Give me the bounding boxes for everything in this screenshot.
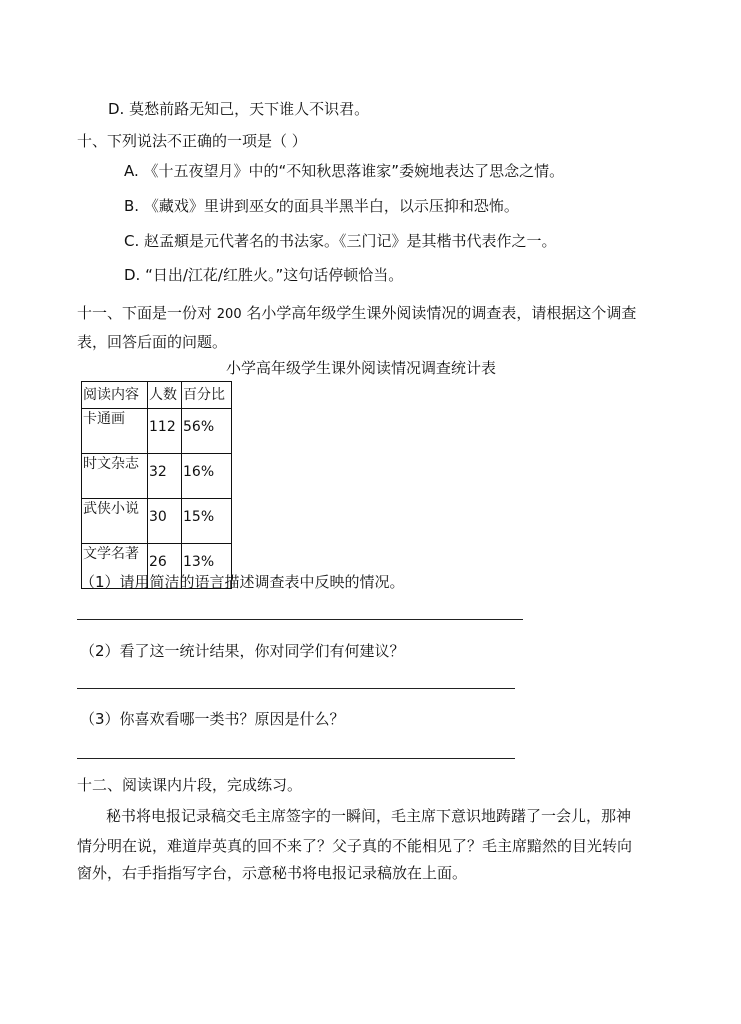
answer-line-3[interactable] [77,758,515,759]
q10-option-b: B. 《藏戏》里讲到巫女的面具半黑半白，以示压抑和恐怖。 [124,197,519,215]
q12-passage-line-1: 秘书将电报记录稿交毛主席签字的一瞬间，毛主席下意识地踌躇了一会儿，那神 [106,807,632,825]
q11-sub-question-3: （3）你喜欢看哪一类书？原因是什么？ [80,710,345,728]
cell-percent: 56% [182,409,232,454]
cell-percent: 16% [182,454,232,499]
q12-passage-line-3: 窗外，右手指指写字台，示意秘书将电报记录稿放在上面。 [77,864,468,882]
q10-option-a: A. 《十五夜望月》中的“不知秋思落谁家”委婉地表达了思念之情。 [124,162,565,180]
header-percent: 百分比 [182,382,232,409]
q10-stem: 十、下列说法不正确的一项是（ ） [77,132,307,150]
cell-content: 武侠小说 [82,499,148,544]
q11-sub-question-2: （2）看了这一统计结果，你对同学们有何建议？ [80,642,405,660]
cell-count: 112 [148,409,182,454]
q9-option-d: D. 莫愁前路无知己，天下谁人不识君。 [108,100,370,118]
table-row [82,454,232,499]
cell-content: 卡通画 [82,409,148,454]
cell-count: 26 [148,544,182,589]
table-header-row [82,382,232,409]
answer-line-1[interactable] [77,619,523,620]
q11-stem-line2: 表，回答后面的问题。 [77,333,228,351]
table-row [82,499,232,544]
q11-stem-post: 名小学高年级学生课外阅读情况的调查表，请根据这个调查 [241,304,637,322]
header-content: 阅读内容 [82,382,148,409]
cell-count: 32 [148,454,182,499]
answer-line-2[interactable] [77,688,515,689]
q11-stem-number: 200 [216,307,242,322]
table-title: 小学高年级学生课外阅读情况调查统计表 [226,359,497,377]
cell-content: 时文杂志 [82,454,148,499]
q11-stem [77,303,636,325]
cell-content: 文学名著 [82,544,148,589]
reading-survey-table [81,381,232,589]
header-count: 人数 [148,382,182,409]
cell-percent: 15% [182,499,232,544]
q10-option-d: D. “日出/江花/红胜火。”这句话停顿恰当。 [124,266,404,284]
cell-count: 30 [148,499,182,544]
q12-stem: 十二、阅读课内片段，完成练习。 [77,776,303,794]
cell-percent: 13% [182,544,232,589]
q12-passage-line-2: 情分明在说，难道岸英真的回不来了？父子真的不能相见了？毛主席黯然的目光转向 [77,837,633,855]
q11-stem-pre: 十一、下面是一份对 [77,304,217,322]
q11-sub-question-1: （1）请用简洁的语言描述调查表中反映的情况。 [80,573,405,591]
q10-option-c: C. 赵孟頫是元代著名的书法家。《三门记》是其楷书代表作之一。 [124,232,557,250]
table-row [82,409,232,454]
